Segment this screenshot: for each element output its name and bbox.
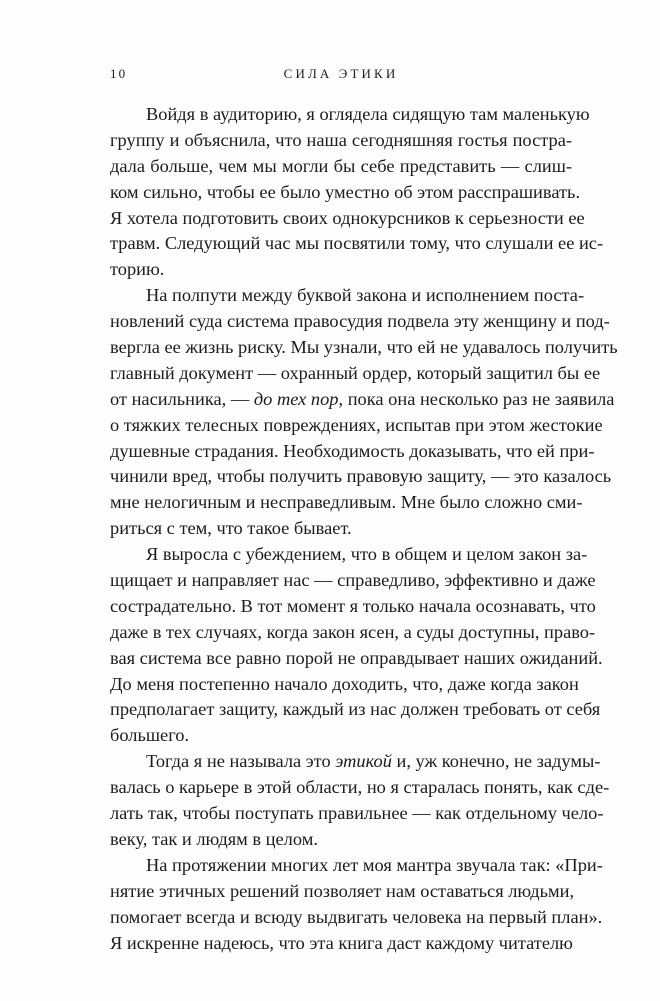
text-line: сострадательно. В тот момент я только начала осознавать, что <box>110 595 596 616</box>
paragraph <box>110 853 603 957</box>
text-line: вая система все равно порой не оправдывает наших ожиданий. <box>110 647 603 668</box>
text-segment: и, уж конечно, не задумы- <box>391 751 601 772</box>
text-line: На полпути между буквой закона и исполнением поста- <box>146 285 585 306</box>
text-line: риться с тем, что такое бывает. <box>110 518 352 539</box>
text-line: щищает и направляет нас — справедливо, эффективно и даже <box>110 570 596 591</box>
text-line: Я выросла с убеждением, что в общем и целом закон за- <box>146 544 588 565</box>
text-line: большего. <box>110 725 190 746</box>
book-title: СИЛА ЭТИКИ <box>283 66 399 81</box>
emphasis-text: этикой <box>335 751 392 772</box>
text-segment: Тогда я не называла это <box>146 751 336 772</box>
text-line: торию. <box>110 259 165 280</box>
text-line: душевные страдания. Необходимость доказывать, что ей при- <box>110 440 595 461</box>
text-line: Войдя в аудиторию, я оглядела сидящую там маленькую <box>146 104 590 124</box>
text-line: До меня постепенно начало доходить, что, даже когда закон <box>110 673 579 694</box>
text-segment: , пока она несколько раз не заявила <box>338 388 615 409</box>
emphasis-text: до тех пор <box>253 388 339 409</box>
text-line: новлений суда система правосудия подвела эту женщину и под- <box>110 311 610 332</box>
body-text <box>110 102 618 956</box>
text-line: Я искренне надеюсь, что эта книга даст каждому читателю <box>110 932 573 953</box>
text-line: Я хотела подготовить своих однокурсников к серьезности ее <box>110 207 585 228</box>
text-line: мне нелогичным и несправедливым. Мне было сложно сми- <box>110 492 583 513</box>
text-line: лать так, чтобы поступать правильнее — как отдельному чело- <box>110 803 604 824</box>
text-line: ком сильно, чтобы ее было уместно об этом расспрашивать. <box>110 181 581 202</box>
text-line <box>110 387 615 413</box>
paragraph <box>110 749 610 853</box>
text-line: о тяжких телесных повреждениях, испытав при этом жестокие <box>110 414 603 435</box>
text-line: предполагает защиту, каждый из нас должен требовать от себя <box>110 699 601 720</box>
running-head <box>110 66 572 86</box>
page-number: 10 <box>110 66 128 81</box>
text-line: вергла ее жизнь риску. Мы узнали, что ей не удавалось получить <box>110 337 618 358</box>
text-line: дала больше, чем мы могли бы себе представить — слиш- <box>110 155 572 176</box>
text-line: На протяжении многих лет моя мантра звучала так: «При- <box>146 854 603 875</box>
text-line <box>110 749 601 775</box>
text-line: группу и объяснила, что наша сегодняшняя гостья постра- <box>110 129 572 150</box>
text-segment: от насильника, — <box>110 388 254 409</box>
text-line: травм. Следующий час мы посвятили тому, что слушали ее ис- <box>110 233 604 254</box>
text-line: валась о карьере в этой области, но я старалась понять, как сде- <box>110 777 610 798</box>
text-line: даже в тех случаях, когда закон ясен, а суды доступны, право- <box>110 621 596 642</box>
text-line: чинили вред, чтобы получить правовую защиту, — это казалось <box>110 466 612 487</box>
paragraph <box>110 542 603 749</box>
paragraph <box>110 283 618 542</box>
text-line: главный документ — охранный ордер, который защитил бы ее <box>110 362 601 383</box>
paragraph <box>110 102 604 283</box>
text-line: помогает всегда и всюду выдвигать человека на первый план». <box>110 906 603 927</box>
text-line: нятие этичных решений позволяет нам оставаться людьми, <box>110 880 575 901</box>
text-line: веку, так и людям в целом. <box>110 828 318 849</box>
